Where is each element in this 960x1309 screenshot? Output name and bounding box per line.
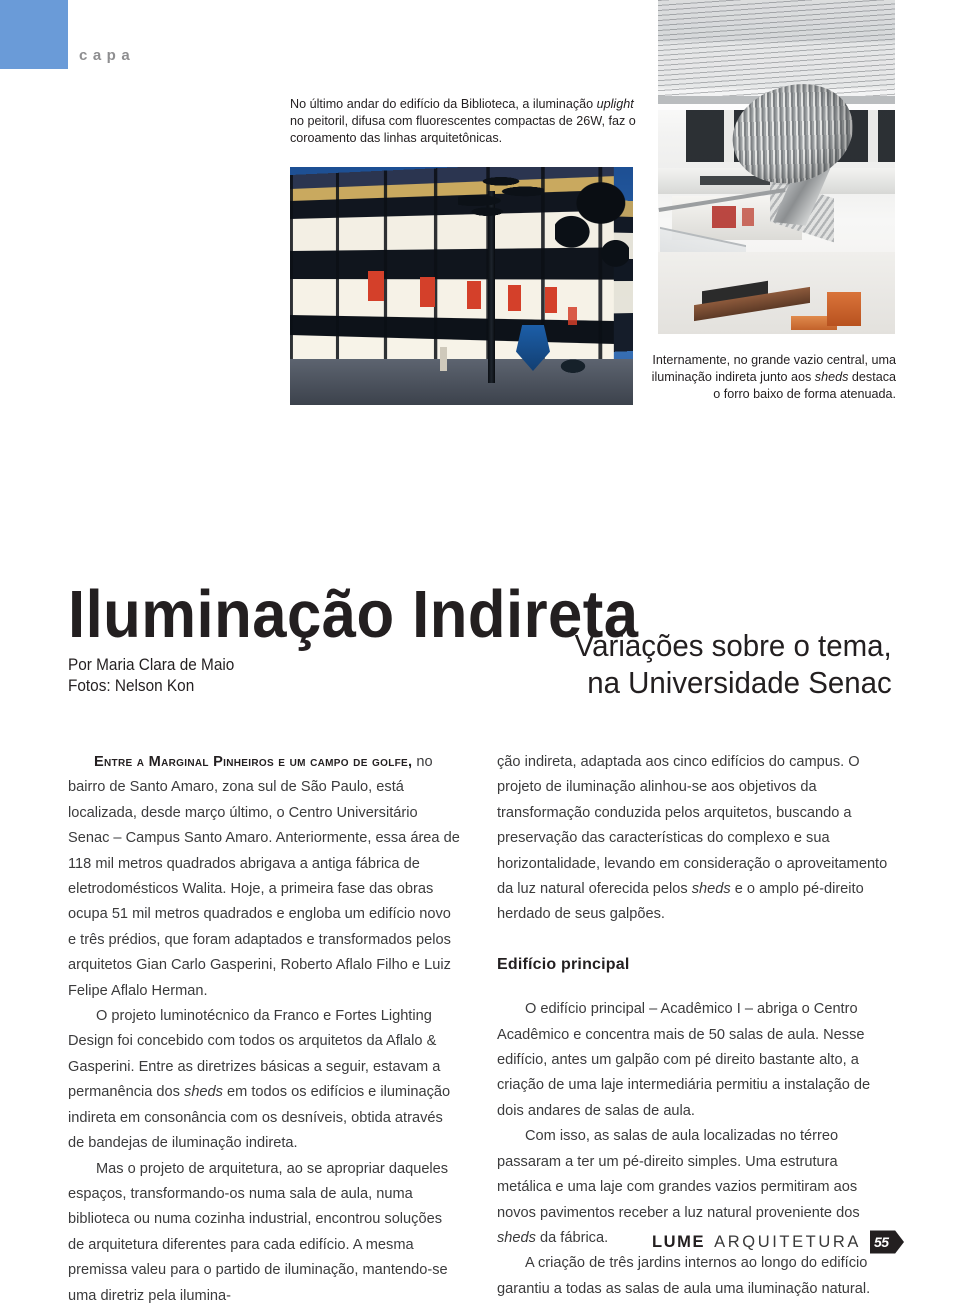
atrium-red-panel-2	[742, 208, 754, 226]
paragraph-right-4: A criação de três jardins internos ao longo do edifício garantiu a todas as salas de aula uma iluminação natural.	[497, 1255, 871, 1297]
atrium-red-panel-1	[712, 206, 736, 228]
caption-top-italic: uplight	[596, 97, 634, 111]
palm-tree-trunk	[488, 191, 495, 383]
facade-bollard	[440, 347, 447, 371]
caption-right-text-after: destaca o forro baixo de forma atenuada.	[713, 370, 896, 402]
article-byline	[68, 655, 234, 697]
paragraph-right-1-italic: sheds	[691, 881, 731, 898]
facade-tree	[555, 167, 629, 287]
caption-right-text-before: Internamente, no grande vazio central, uma iluminação indireta junto aos	[651, 353, 896, 385]
footer-brand-arquitetura: ARQUITETURA	[714, 1232, 861, 1251]
section-flag-square	[0, 0, 68, 69]
paragraph-right-1-after: e o amplo pé-direito herdado de seus galpões.	[497, 881, 864, 923]
body-column-right	[497, 750, 891, 1302]
atrium-ceiling-slats	[658, 0, 895, 98]
facade-red-panel	[508, 285, 521, 311]
paragraph-lead	[68, 750, 462, 1004]
body-column-left	[68, 750, 462, 1309]
paragraph-left-3: Mas o projeto de arquitetura, ao se apropriar daqueles espaços, transformando-os numa sala de aula, numa biblioteca ou numa cozinha industrial, encontrou soluções de arquitetura diferentes para cada edifício. A mesma premissa valeu para o partido de iluminação, mantendo-se uma diretriz pela ilumina-	[68, 1160, 449, 1304]
facade-red-panel	[420, 277, 435, 307]
caption-top-text-after: no peitoril, difusa com fluorescentes compactas de 26W, faz o coroamento das linhas arquitetônicas.	[290, 114, 636, 146]
article-subtitle	[575, 627, 892, 701]
facade-red-panel	[568, 307, 577, 325]
page-footer	[652, 1229, 904, 1255]
footer-brand-lume: LUME	[651, 1232, 706, 1251]
paragraph-right-2: O edifício principal – Acadêmico I – abriga o Centro Acadêmico e concentra mais de 50 salas de aula. Nesse edifício, antes um galpão com pé direito bastante alto, a criação de uma laje intermediária permitiu a instalação de dois andares de salas de aula.	[497, 1001, 871, 1119]
paragraph-left-2-italic: sheds	[184, 1084, 223, 1101]
interior-atrium-photo	[658, 0, 895, 334]
article-headline: Iluminação Indireta	[68, 576, 639, 652]
paragraph-left-2-before: O projeto luminotécnico da Franco e Fortes Lighting Design foi concebido com todos os arquitetos da Aflalo & Gasperini. Entre as diretrizes básicas a seguir, estavam a permanência dos	[68, 1008, 441, 1101]
caption-biblioteca-uplight	[290, 96, 646, 148]
byline-author: Por Maria Clara de Maio	[68, 656, 235, 674]
section-flag-label: capa	[79, 47, 136, 64]
caption-right-italic: sheds	[814, 370, 849, 385]
facade-shrub	[553, 353, 593, 375]
article-subtitle-line-1: Variações sobre o tema,	[574, 628, 892, 663]
caption-vazio-central	[648, 352, 896, 404]
page-number-badge	[870, 1229, 904, 1255]
facade-red-panel	[467, 281, 481, 309]
palm-tree-fronds	[458, 173, 544, 219]
building-facade-night-photo	[290, 167, 633, 405]
paragraph-right-1	[497, 750, 891, 928]
facade-red-panel	[368, 271, 384, 301]
facade-red-panel	[545, 287, 557, 313]
caption-top-text-before: No último andar do edifício da Biblioteca, a iluminação	[290, 97, 597, 111]
atrium-orange-block-1	[827, 292, 861, 326]
paragraph-left-2	[68, 1004, 462, 1156]
byline-photographer: Fotos: Nelson Kon	[68, 677, 195, 695]
article-subtitle-line-2: na Universidade Senac	[587, 665, 892, 700]
paragraph-right-3-after: da fábrica.	[535, 1229, 609, 1246]
lead-small-caps: Entre a Marginal Pinheiros e um campo de golfe,	[94, 754, 413, 770]
paragraph-right-3-italic: sheds	[497, 1229, 536, 1246]
paragraph-right-1-before: ção indireta, adaptada aos cinco edifícios do campus. O projeto de iluminação alinhou-se aos objetivos da transformação conduzida pelos arquitetos, buscando a preservação das características do complexo e sua horizontalidade, levando em consideração o aproveitamento da luz natural oferecida pelos	[497, 754, 888, 898]
lead-rest: no bairro de Santo Amaro, zona sul de São Paulo, está localizada, desde março último, o Centro Universitário Senac – Campus Santo Amaro. Anteriormente, essa área de 118 mil metros quadrados abrigava a antiga fábrica de eletrodomésticos Walita. Hoje, a primeira fase das obras ocupa 51 mil metros quadrados e engloba um edifício novo e três prédios, que foram adaptados e transformados pelos arquitetos Gian Carlo Gasperini, Roberto Aflalo Filho e Luiz Felipe Aflalo Herman.	[68, 754, 460, 999]
section-subheading-edificio-principal: Edifício principal	[497, 955, 630, 973]
page-number: 55	[874, 1234, 889, 1250]
paragraph-right-3-before: Com isso, as salas de aula localizadas no térreo passaram a ter um pé-direito simples. Uma estrutura metálica e uma laje com grandes vazios permitiram aos novos pavimentos receber a luz natural proveniente dos	[497, 1128, 860, 1221]
paragraph-left-2-after: em todos os edifícios e iluminação indireta em consonância com os desníveis, obtida através de bandejas de iluminação indireta.	[68, 1084, 451, 1152]
